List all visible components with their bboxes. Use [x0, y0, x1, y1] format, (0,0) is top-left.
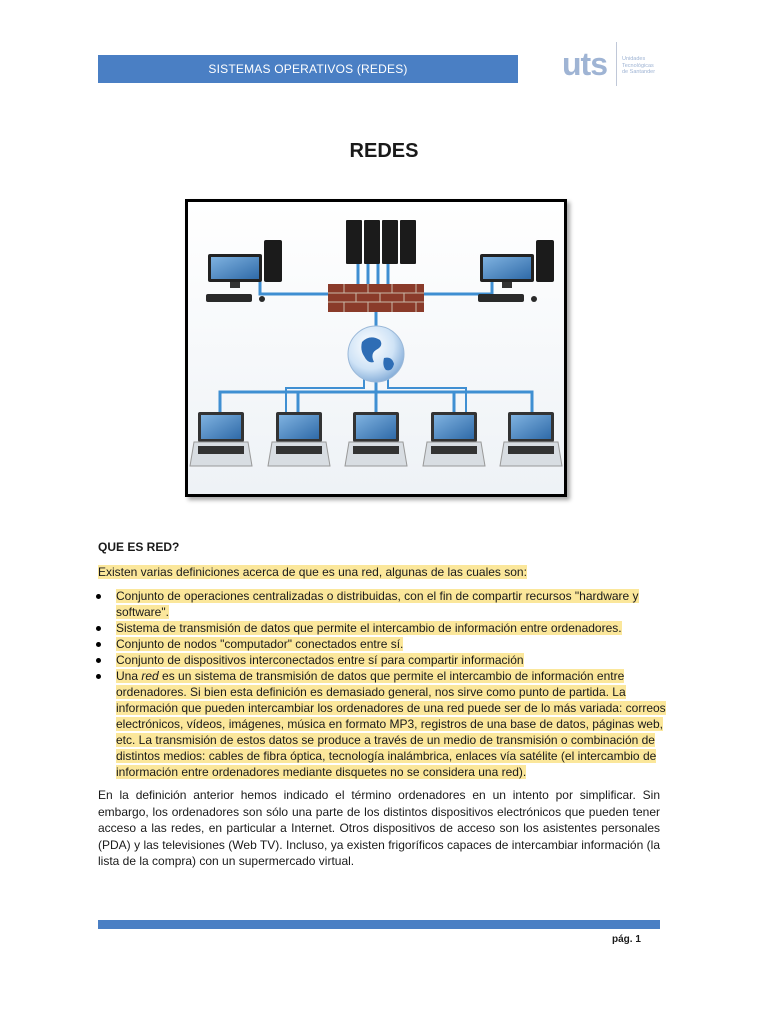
logo-separator: [616, 42, 617, 86]
list-item: Conjunto de dispositivos interconectados entre sí para compartir información: [96, 652, 666, 668]
header-title-bar: SISTEMAS OPERATIVOS (REDES): [98, 55, 518, 83]
network-diagram-image: [185, 199, 567, 497]
uts-logo: [562, 42, 672, 92]
bullet-icon: [96, 642, 101, 647]
list-item: Una red es un sistema de transmisión de datos que permite el intercambio de información entre ordenadores. Si bien esta definición es demasiado general, nos sirve como punto de partida. La información que pueden intercambiar los ordenadores de una red puede ser de lo más variada: correos electrónicos, vídeos, imágenes, música en formato MP3, registros de una base de datos, páginas web, etc. La transmisión de estos datos se produce a través de un medio de transmisión o combinación de distintos medios: cables de fibra óptica, tecnología inalámbrica, enlaces vía satélite (el intercambio de información entre ordenadores mediante disquetes no se considera una red).: [96, 668, 666, 780]
footer-bar: [98, 920, 660, 929]
page-title: REDES: [349, 140, 419, 162]
logo-text: uts: [562, 46, 607, 82]
section-intro: Existen varias definiciones acerca de que es una red, algunas de las cuales son:: [98, 565, 527, 579]
bullet-icon: [96, 658, 101, 663]
bullet-icon: [96, 674, 101, 679]
logo-subtitle: Unidades Tecnológicas de Santander: [622, 56, 656, 75]
page-number: pág. 1: [612, 934, 641, 945]
list-item: Conjunto de nodos "computador" conectados entre sí.: [96, 636, 666, 652]
bullet-icon: [96, 626, 101, 631]
bullet-icon: [96, 594, 101, 599]
section-heading: QUE ES RED?: [98, 540, 180, 554]
definitions-list: [96, 588, 666, 780]
body-paragraph: En la definición anterior hemos indicado el término ordenadores en un intento por simplificar. Sin embargo, los ordenadores son sólo una parte de los distintos dispositivos electrónicos que pueden tener acceso a las redes, en particular a Internet. Otros dispositivos de acceso son los asistentes personales (PDA) y las televisiones (Web TV). Incluso, ya existen frigoríficos capaces de intercambiar información (la lista de la compra) con un supermercado virtual.: [98, 788, 660, 868]
network-diagram-icon: [188, 202, 564, 494]
list-item: Sistema de transmisión de datos que permite el intercambio de información entre ordenadores.: [96, 620, 666, 636]
list-item: Conjunto de operaciones centralizadas o distribuidas, con el fin de compartir recursos "hardware y software".: [96, 588, 666, 620]
